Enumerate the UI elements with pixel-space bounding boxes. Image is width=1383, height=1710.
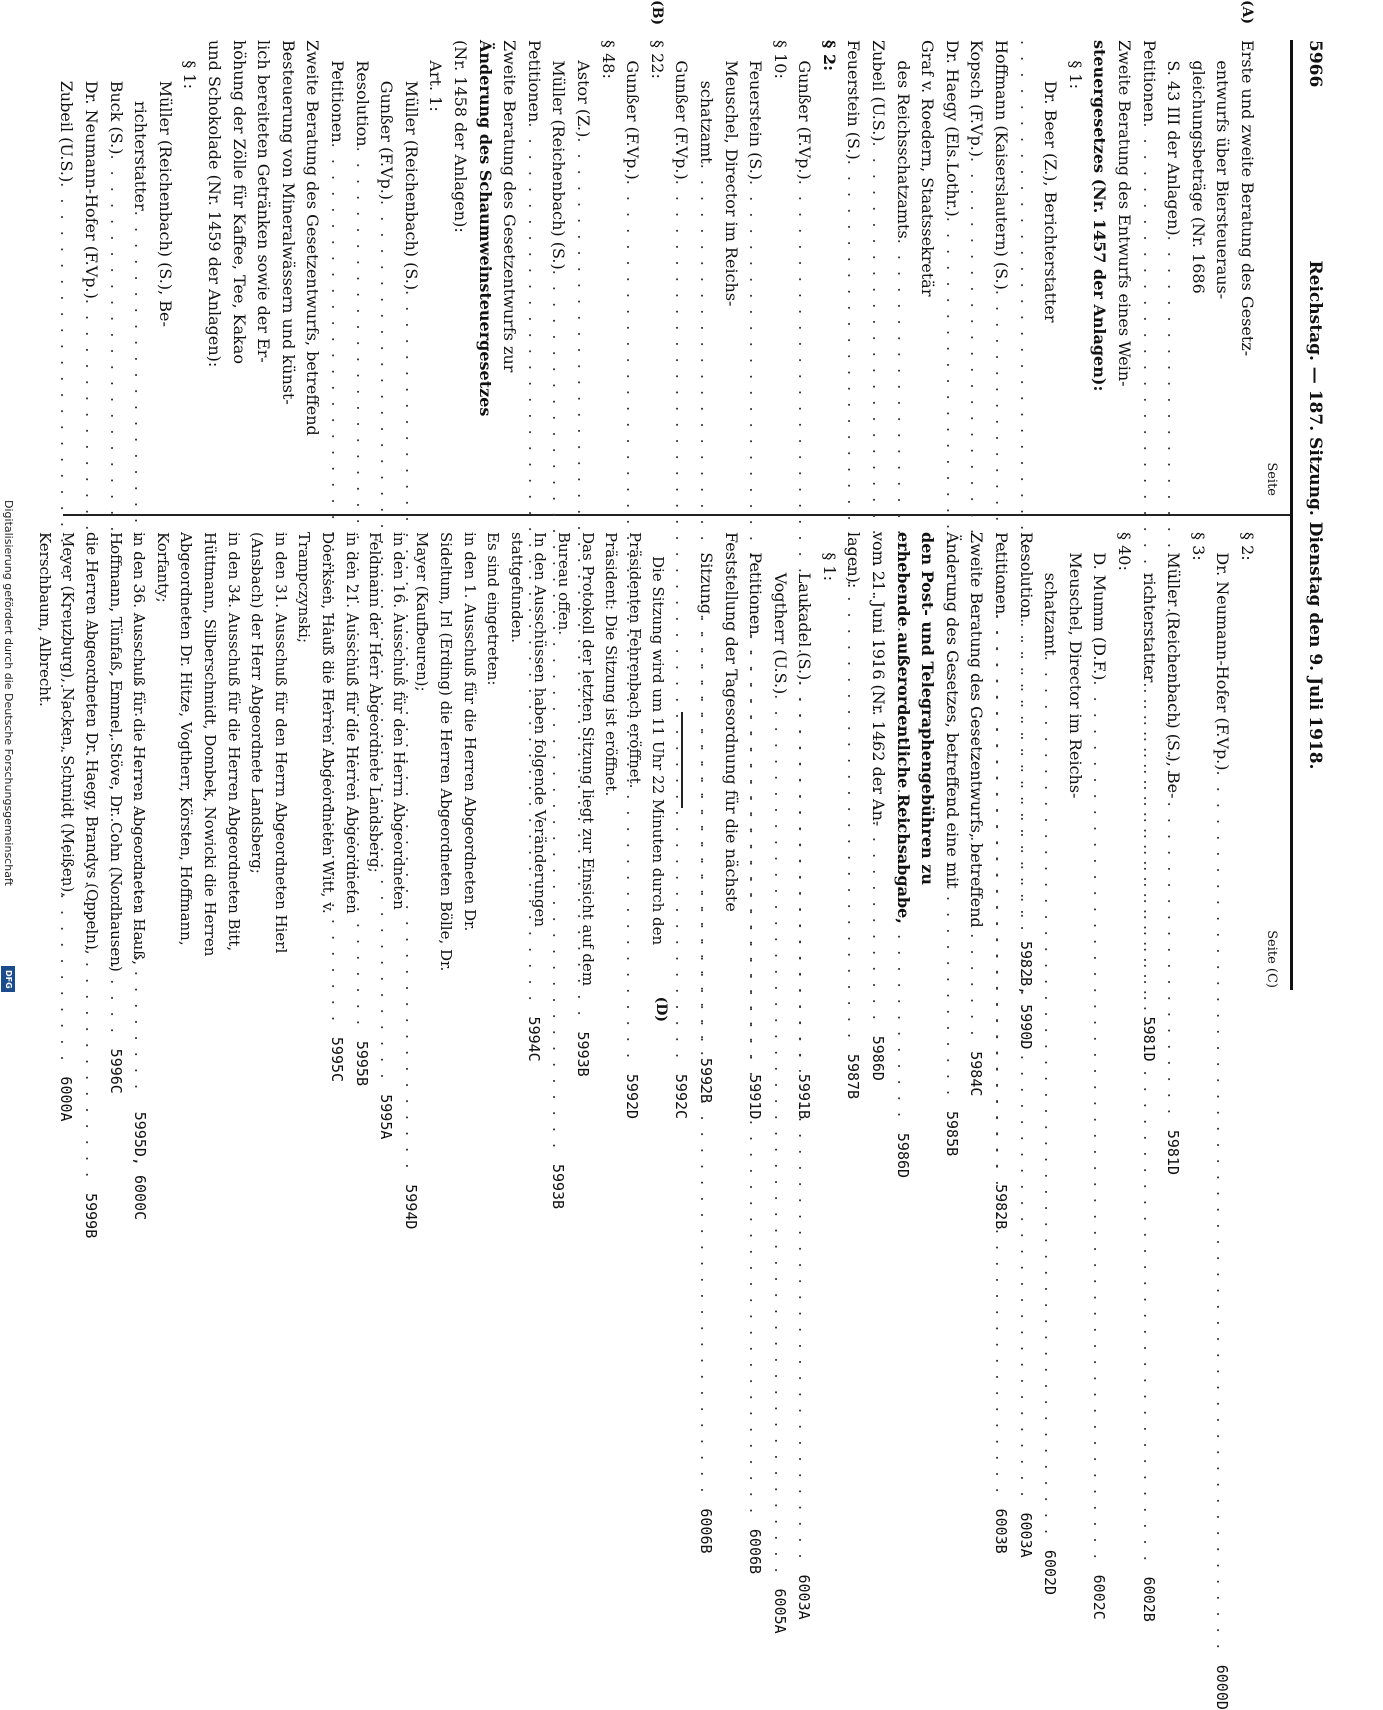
entry-text: steuergesetzes (Nr. 1457 der Anlagen): [1090, 40, 1110, 392]
toc-entry [1087, 40, 1112, 496]
right-column-head: Seite (C) [1264, 930, 1279, 988]
toc-entry [644, 0, 669, 496]
entry-text: Zweite Beratung des Gesetzentwurfs zur [500, 40, 520, 373]
entry-text: § 40: [1115, 532, 1135, 571]
entry-text: schatzamt [1041, 532, 1061, 656]
page-reference: 5992B [696, 1057, 715, 1104]
toc-entry [398, 40, 423, 1230]
margin-marker: (D) [653, 996, 669, 1022]
entry-text: Petitionen [328, 40, 348, 143]
leader-dots [988, 614, 1013, 1495]
entry-text: Dr. Neumann-Hofer (F.Vp.) [1213, 532, 1233, 771]
entry-text: Zubeil (U.S.) [869, 40, 889, 142]
toc-entry [915, 40, 940, 496]
entry-text: § 22: [647, 40, 667, 79]
toc-entry [669, 40, 694, 1120]
toc-entry [866, 532, 891, 988]
toc-entry [79, 40, 104, 1239]
entry-text: Astor (Z.) [573, 40, 593, 138]
toc-entry [1062, 40, 1087, 496]
entry-text: Kopsch (F.Vp.) [967, 40, 987, 158]
page-reference: 5982B [992, 1184, 1011, 1230]
entry-text: Dr. Haegy (Els.Lothr.) [942, 40, 962, 217]
page-reference: 5995D, 6000C [131, 1111, 150, 1221]
toc-entry [1185, 532, 1210, 988]
minutes-paragraph: in den 36. Ausschuß für die Herren Abgeordneten Hauß, Hoffmann, Tünfaß, Emmel, Stöve, Dr. Cohn (Nordhausen) die Herren Abgeordneten Dr. Haegy, Brandys (Oppeln), Meyer (Kreuzburg), Nacken, Schmidt (Meißen), Kerschbaum, Albrecht. [35, 532, 149, 972]
entry-text: Petitionen [1139, 40, 1159, 123]
page-reference: 6002D [1041, 1549, 1060, 1596]
entry-text: Dr. Beer (Z.), Berichterstatter [1041, 40, 1061, 323]
entry-text: Petitionen [746, 532, 766, 635]
page-reference: 5993B [573, 1031, 592, 1077]
toc-entry [915, 532, 940, 988]
toc-entry [767, 532, 792, 1634]
entry-text: Gunßer (F.Vp.) [623, 40, 643, 180]
toc-entry [497, 40, 522, 496]
toc-entry [103, 40, 128, 1094]
toc-entry [152, 40, 177, 496]
leader-dots [1210, 771, 1235, 1652]
entry-text: lich bereiteten Getränken sowie der Er- [254, 40, 274, 363]
entry-text: höhung der Zölle für Kaffee, Tee, Kakao [229, 40, 249, 364]
entry-text: Sitzung [696, 532, 716, 615]
entry-text: Meuschel, Director im Reichs- [721, 40, 741, 307]
toc-entry [324, 40, 349, 1083]
page-reference: 6005A [770, 1588, 789, 1634]
minutes-paragraph: in den 34. Ausschuß für die Herren Abgeordneten Bitt, Hüttmann, Silberschmidt, Dombek, Nowicki die Herren Abgeordneten Dr. Hitze, Vogtherr, Körsten, Hoffmann, Korfanty; [153, 532, 243, 957]
toc-entry [718, 532, 743, 988]
toc-entry [177, 40, 202, 496]
page-reference: 6003A [795, 1574, 814, 1620]
toc-entry [1062, 532, 1087, 988]
left-column-head: Seite [1264, 462, 1279, 496]
running-title: Reichstag. — 187. Sitzung. Dienstag den 9. Juli 1918. [1305, 260, 1325, 770]
margin-marker: (B) [648, 0, 665, 26]
entry-text: § 1: [1065, 40, 1085, 89]
page-reference: 5985B [942, 1110, 961, 1157]
minutes-paragraph: in den 1. Ausschuß für die Herren Abgeordneten Dr. Sideltum, Irl (Erding) die Herren Abgeordneten Bölle, Dr. Mayer (Kaufbeuren); [413, 532, 479, 972]
entry-text: § 1: [819, 532, 839, 581]
toc-entry [1210, 532, 1235, 1710]
entry-text: Änderung des Gesetzes, betreffend eine mit [942, 532, 962, 889]
entry-text: Erste und zweite Beratung des Gesetz- [1238, 40, 1257, 357]
minutes-paragraph: Präsident: Die Sitzung ist eröffnet. [602, 532, 621, 797]
entry-text: Zubeil (U.S.) [57, 40, 77, 183]
page-reference: 6000D [1213, 1664, 1232, 1710]
toc-entry [423, 40, 448, 496]
page-reference: 5991D [746, 1074, 765, 1120]
entry-text: Feuerstein (S.) [746, 40, 766, 181]
page-reference: 6002C [1090, 1574, 1109, 1620]
toc-entry [447, 40, 472, 496]
leader-dots [1087, 680, 1112, 1561]
toc-entry [201, 40, 226, 496]
entry-text: § 10: [770, 40, 790, 79]
entry-text: des Reichsschatzamts [893, 40, 913, 239]
toc-entry [1038, 40, 1063, 496]
page-reference: 5987B [844, 1053, 863, 1100]
entry-text: schatzamt [696, 40, 716, 164]
toc-entry [620, 40, 645, 1120]
section-separator [681, 712, 683, 808]
entry-text: Besteuerung von Mineralwässern und künst- [278, 40, 298, 405]
entry-text: gleichungsbeträge (Nr. 1686 [1188, 40, 1208, 294]
toc-entry [1038, 532, 1063, 1596]
entry-text: Zweite Beratung des Entwurfs eines Wein- [1115, 40, 1135, 387]
toc-entry [1185, 40, 1210, 496]
page-reference: 6006B [696, 1508, 715, 1554]
entry-text: Müller (Reichenbach) (S.), Be- [155, 40, 175, 327]
entry-text: vom 21. Juni 1916 (Nr. 1462 der An- [869, 532, 889, 827]
page-header [1295, 40, 1333, 990]
entry-text: erhebende außerordentliche Reichsabgabe, [893, 532, 913, 924]
leader-dots [1136, 682, 1161, 1563]
entry-text: Graf v. Roedern, Staatssekretär [918, 40, 938, 297]
minutes-paragraph: Es sind eingetreten: [484, 532, 503, 686]
page-reference: 5999B [82, 1193, 101, 1239]
toc-entry [890, 532, 915, 988]
minutes-paragraph: in den 21. Ausschuß für die Herren Abgeordneten Doerksen, Hauß die Herren Abgeordneten Witt, v. Trampczynski; [295, 532, 361, 914]
entry-text: § 3: [1188, 532, 1208, 561]
entry-text: Gunßer (F.Vp.) [795, 40, 815, 180]
page-reference: 5981D [1164, 1129, 1183, 1175]
minutes-paragraph: In den Ausschüssen haben folgende Veränderungen stattgefunden. [507, 532, 550, 928]
entry-text: Petitionen [524, 40, 544, 123]
page-reference: 5986D [869, 1035, 888, 1081]
entry-text: Meuschel, Director im Reichs- [1065, 532, 1085, 799]
entry-text: richterstatter [131, 40, 151, 211]
page-reference: 5994D [401, 1184, 420, 1230]
entry-text: Dr. Neumann-Hofer (F.Vp.) [82, 40, 102, 299]
toc-entry [251, 40, 276, 496]
page-reference: 5991B [795, 1073, 814, 1120]
entry-text: Zweite Beratung des Gesetzentwurfs, betreffend [303, 40, 323, 436]
toc-entry [54, 40, 79, 1122]
credit-text: Digitalisierung gefördert durch die Deutsche Forschungsgemeinschaft [2, 500, 15, 886]
toc-entry [1111, 40, 1136, 496]
leader-dots [1013, 618, 1038, 1499]
entry-text: Buck (S.) [106, 40, 126, 155]
toc-entry [1161, 532, 1186, 988]
leader-dots [693, 614, 718, 1495]
entry-text: § 48: [598, 40, 618, 79]
page-reference: 5986D [893, 1132, 912, 1179]
page-reference: 5982B, 5990D [1016, 941, 1035, 1050]
header-rule [1290, 40, 1293, 990]
toc-entry [767, 40, 792, 496]
page-reference: 5996C [106, 1048, 125, 1094]
toc-entry [128, 40, 153, 1221]
toc-entry [226, 40, 251, 496]
page-reference: 6000A [57, 1076, 76, 1122]
page-reference: 5992C [672, 1073, 691, 1120]
toc-entry [300, 40, 325, 496]
document-page [35, 0, 1333, 1710]
toc-entry [939, 532, 964, 988]
entry-text: und Schokolade (Nr. 1459 der Anlagen): [205, 40, 225, 368]
leader-dots [792, 680, 817, 1561]
entry-text: Vogtherr (U.S.) [770, 532, 790, 695]
toc-entry [472, 40, 497, 496]
page-number: 5966 [1305, 40, 1325, 88]
toc-entry [275, 40, 300, 496]
toc-entry [1111, 532, 1136, 988]
entry-text: Müller (Reichenbach) (S.), Be- [1164, 532, 1184, 799]
leader-dots [767, 694, 792, 1575]
entry-text: Resolution [352, 40, 372, 147]
page-reference: 5984C [967, 1051, 986, 1097]
entry-text: D. Mumm (D.F.) [1090, 532, 1110, 681]
toc-entry [1234, 532, 1259, 988]
minutes-paragraph: Die Sitzung wird um 11 Uhr 22 Minuten durch den Präsidenten Fehrenbach eröffnet. [625, 532, 668, 946]
dfg-logo: DFG [1, 966, 15, 992]
page-reference: 6002B [1139, 1576, 1158, 1622]
entry-text: lagen): [844, 532, 864, 589]
toc-entry [1087, 532, 1112, 1620]
toc-entry [816, 40, 841, 496]
page-reference: 5992D [623, 1073, 642, 1120]
entry-text: § 1: [180, 40, 200, 89]
entry-text: richterstatter [1139, 532, 1159, 683]
minutes-paragraph: Das Protokoll der letzten Sitzung liegt zur Einsicht auf dem Bureau offen. [554, 532, 597, 987]
margin-marker: (A) [1239, 0, 1255, 25]
page-reference: 6003B [992, 1508, 1011, 1554]
entry-text: Änderung des Schaumweinsteuergesetzes [475, 40, 495, 417]
entry-text: Müller (Reichenbach) (S.) [549, 40, 569, 270]
entry-text: (Nr. 1458 der Anlagen): [451, 40, 470, 233]
page-reference: 5995A [377, 1094, 396, 1140]
page-reference: 5995B [352, 1040, 371, 1086]
entry-text: Müller (Reichenbach) (S.) [401, 40, 421, 291]
toc-entry [718, 40, 743, 496]
entry-text: den Post- und Telegraphengebühren zu [918, 532, 938, 885]
page-reference: 5993B [549, 1163, 568, 1210]
minutes-paragraph: in den 31. Ausschuß für den Herrn Abgeordneten Hierl (Ansbach) der Herr Abgeordnete Landsberg; [248, 532, 290, 954]
entry-text: Laukadel (S.) [795, 532, 815, 681]
entry-text: Art. 1: [426, 40, 446, 112]
entry-text: S. 43 III der Anlagen) [1164, 40, 1184, 236]
toc-entry [816, 532, 841, 988]
entry-text: Petitionen [992, 532, 1012, 615]
entry-text: Hoffmann (Kaiserslautern) (S.) [992, 40, 1012, 290]
page-reference: 5995C [328, 1036, 347, 1083]
page-reference: 6006B [746, 1528, 765, 1575]
toc-entry [595, 40, 620, 496]
toc-entry [841, 532, 866, 988]
toc-entry [546, 40, 571, 1210]
entry-text: Resolution [1016, 532, 1036, 619]
page-reference: 5981D [1139, 1016, 1158, 1062]
toc-entry [964, 532, 989, 988]
page-reference: 5994C [524, 1016, 543, 1062]
leader-dots [743, 635, 768, 1516]
toc-entry [1210, 40, 1235, 496]
entry-text: Gunßer (F.Vp.) [377, 40, 397, 201]
entry-text: § 2: [819, 40, 839, 71]
entry-text: Feststellung der Tagesordnung für die nächste [721, 532, 741, 912]
minutes-paragraph: in den 16. Ausschuß für den Herrn Abgeordneten Feldmann der Herr Abgeordnete Landsberg; [366, 532, 408, 910]
leader-dots [1038, 656, 1063, 1537]
toc-entry [349, 40, 374, 1086]
entry-text: Gunßer (F.Vp.) [672, 40, 692, 180]
entry-text: Zweite Beratung des Gesetzentwurfs, betreffend [967, 532, 987, 928]
entry-text: Feuerstein (S.) [844, 40, 864, 160]
page-reference: 6003A [1016, 1512, 1035, 1558]
toc-entry [1234, 0, 1259, 496]
digitization-credit [0, 500, 16, 1000]
entry-text: § 2: [1238, 532, 1257, 561]
entry-text: entwurfs über Biersteueraus- [1213, 40, 1233, 300]
